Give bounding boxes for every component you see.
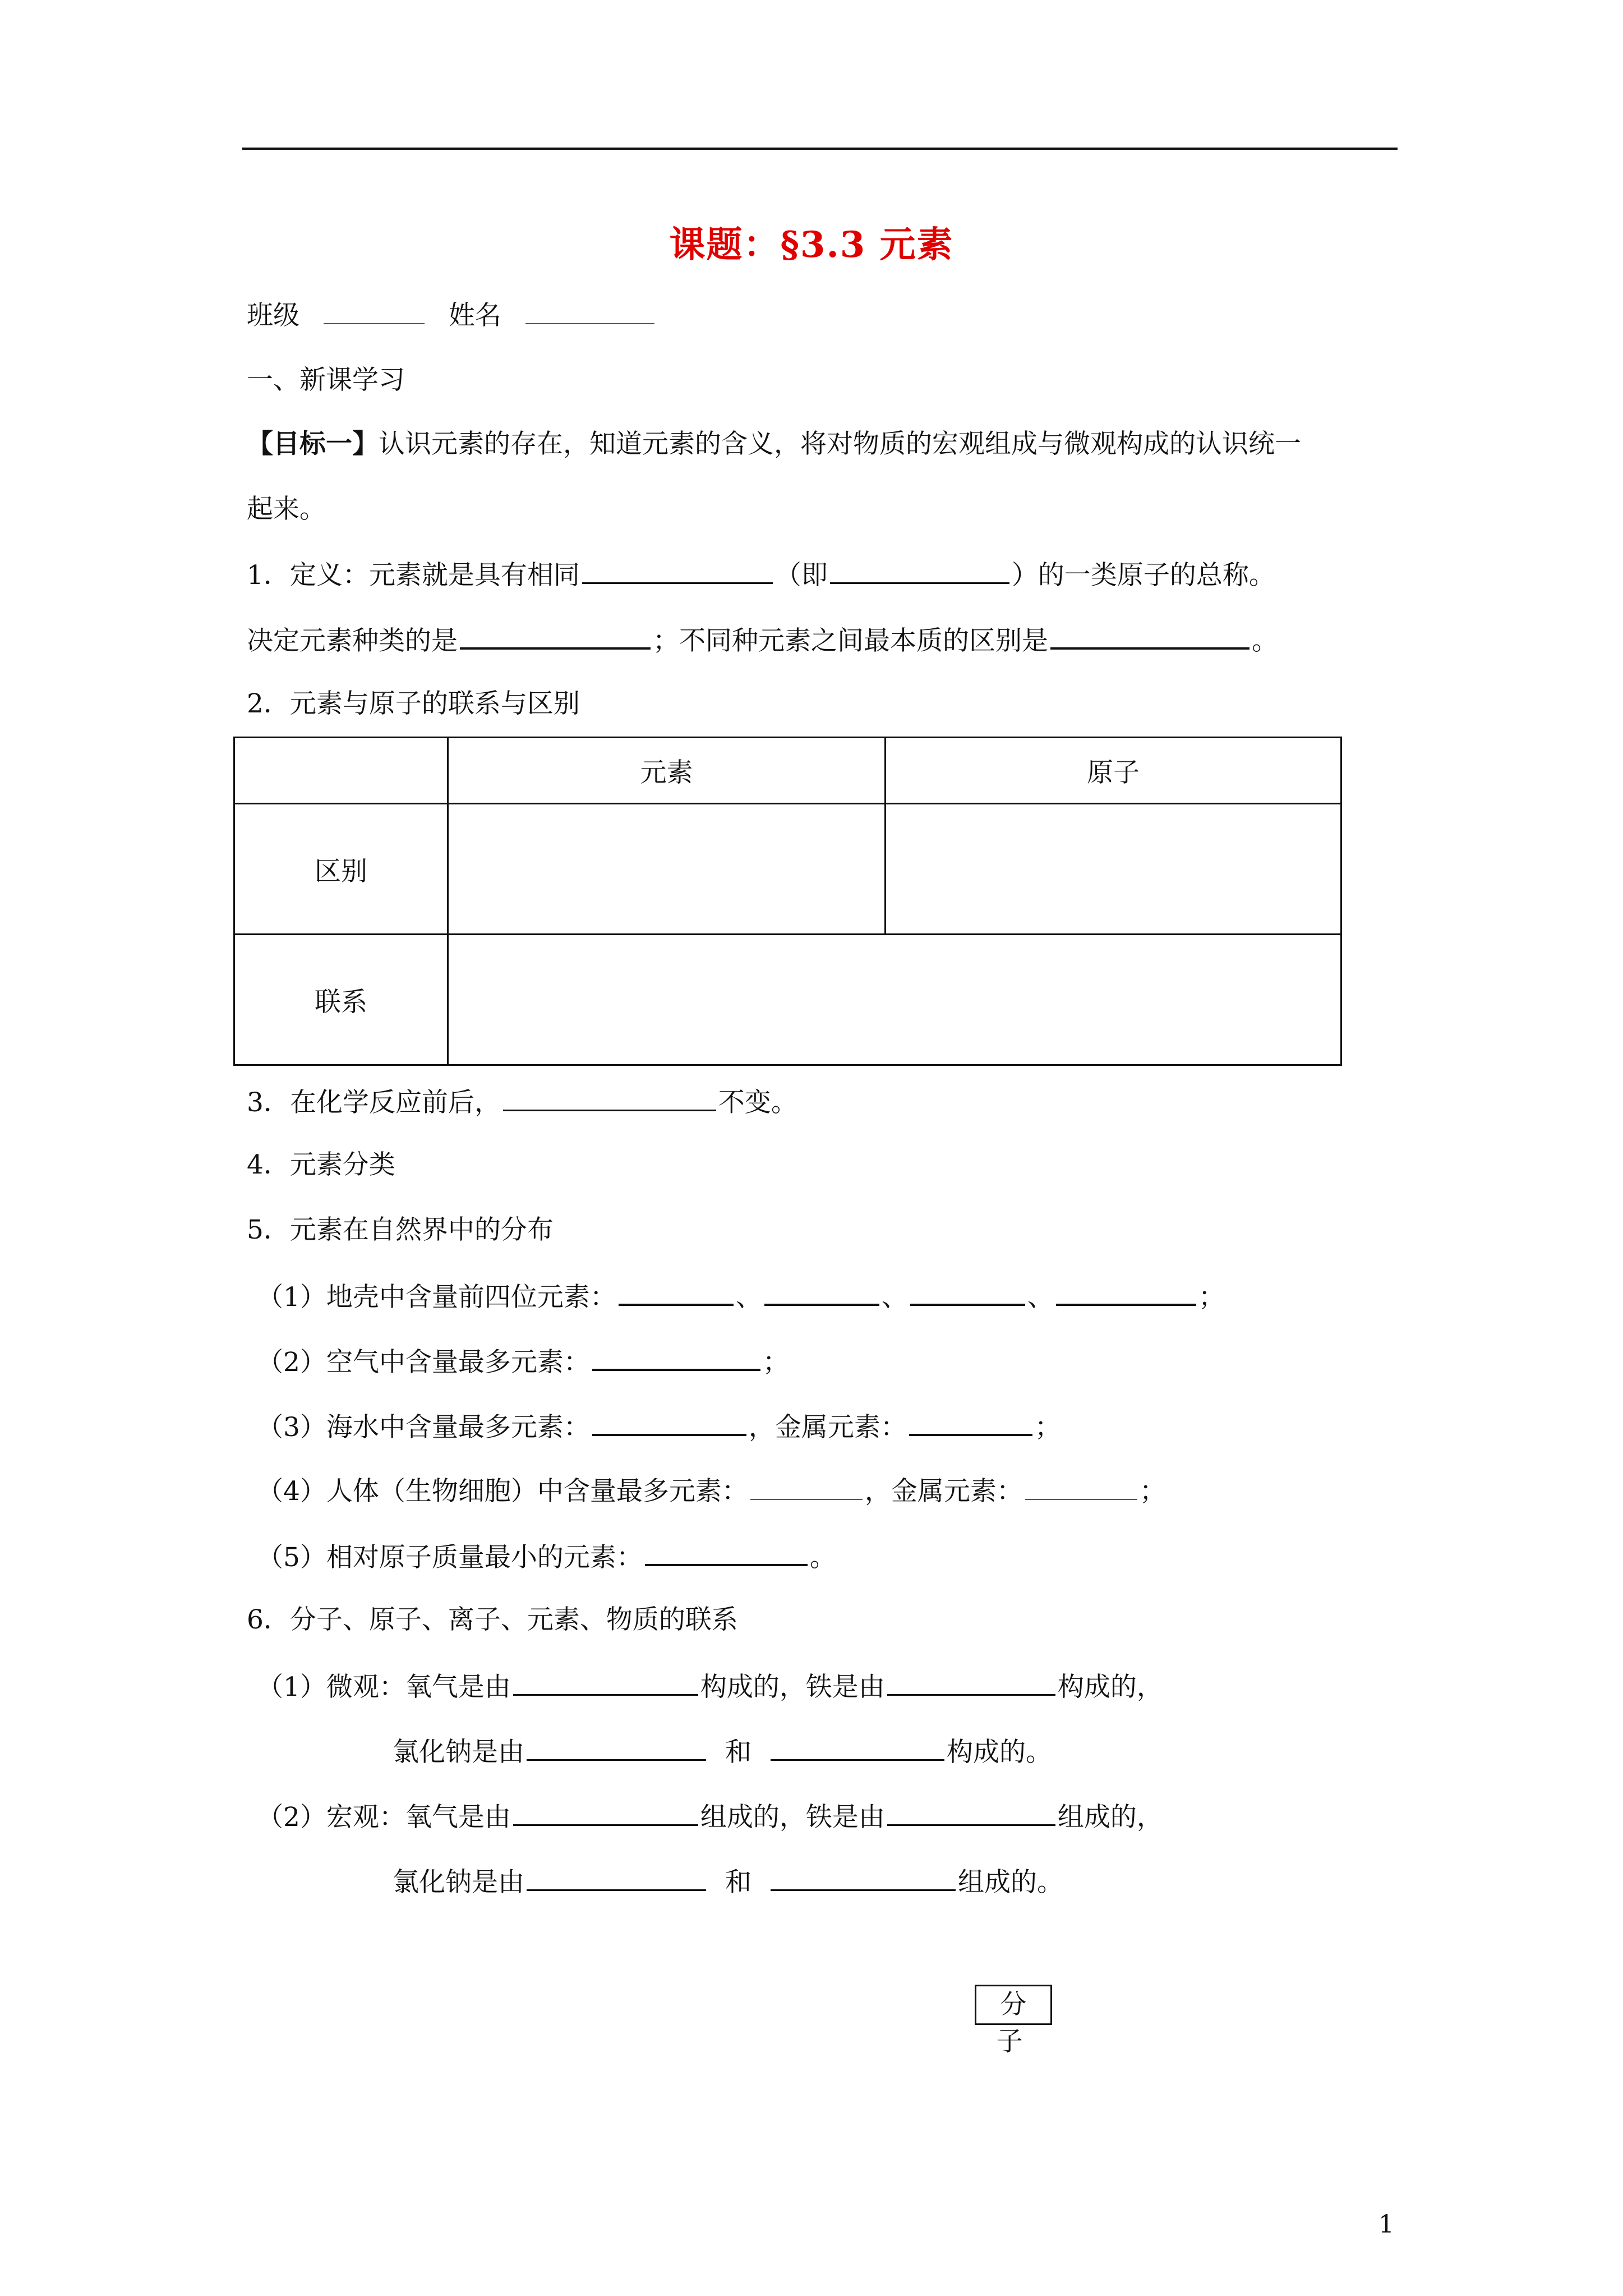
q6-1-text-e: 构成的。 <box>947 1737 1052 1768</box>
q5-4-line <box>257 1473 1166 1508</box>
q1-text-c: ）的一类原子的总称。 <box>1011 560 1275 591</box>
q1-text-e: ；不同种元素之间最本质的区别是 <box>653 625 1048 656</box>
q5-5-blank[interactable] <box>645 1538 808 1566</box>
q2-heading: 2．元素与原子的联系与区别 <box>247 688 580 719</box>
page-number: 1 <box>1378 2210 1394 2239</box>
q1-determine-line <box>247 622 1278 658</box>
q5-3-end: ； <box>1034 1412 1061 1443</box>
q6-1-text-a: （1）微观：氧气是由 <box>257 1672 511 1703</box>
header-rule <box>242 148 1398 150</box>
q1-definition-line <box>247 556 1275 592</box>
molecule-box: 分 子 <box>975 1985 1052 2025</box>
q6-heading: 6．分子、原子、离子、元素、物质的联系 <box>247 1604 738 1635</box>
q5-1-blank-3[interactable] <box>910 1278 1025 1306</box>
table-header-element: 元素 <box>448 738 886 804</box>
q6-2-text-d: 氯化钠是由 <box>393 1867 524 1898</box>
q6-2-blank-4[interactable] <box>771 1864 956 1891</box>
table-row-label-relation: 联系 <box>234 935 448 1065</box>
page-title: 课题：§3.3 元素 <box>669 224 954 266</box>
q3-line <box>247 1084 797 1120</box>
q6-2-blank-3[interactable] <box>527 1864 706 1891</box>
q6-1-text-d: 氯化钠是由 <box>393 1737 524 1768</box>
q3-text-b: 不变。 <box>718 1087 797 1118</box>
class-blank[interactable] <box>324 297 425 324</box>
q6-2-nacl-line <box>393 1864 1063 1899</box>
student-info-line <box>247 297 657 333</box>
q5-3-blank-1[interactable] <box>592 1408 746 1436</box>
q5-1-blank-2[interactable] <box>764 1278 879 1306</box>
q6-1-text-c: 构成的， <box>1057 1672 1163 1703</box>
element-atom-table <box>233 737 1342 1066</box>
table-header-atom: 原子 <box>886 738 1341 804</box>
q5-1-line <box>257 1278 1225 1314</box>
q3-blank[interactable] <box>503 1084 716 1111</box>
q5-2-end: ； <box>762 1347 789 1378</box>
q6-1-blank-4[interactable] <box>771 1733 944 1761</box>
q5-1-sep-2: 、 <box>881 1282 908 1313</box>
goal-text-1: 认识元素的存在，知道元素的含义，将对物质的宏观组成与微观构成的认识统一 <box>379 429 1301 459</box>
q6-2-text-e: 组成的。 <box>958 1867 1063 1898</box>
q6-2-and: 和 <box>725 1867 751 1898</box>
table-cell-element-difference[interactable] <box>448 804 886 935</box>
q5-1-text: （1）地壳中含量前四位元素： <box>257 1282 616 1313</box>
q5-5-end: 。 <box>809 1542 836 1573</box>
q5-4-metal-label: ，金属元素： <box>864 1476 1023 1507</box>
q5-5-text: （5）相对原子质量最小的元素： <box>257 1542 643 1573</box>
q6-2-text-b: 组成的，铁是由 <box>700 1802 885 1833</box>
q5-3-line <box>257 1408 1061 1444</box>
q6-1-blank-1[interactable] <box>513 1668 698 1696</box>
q1-blank-3[interactable] <box>460 622 651 650</box>
q5-4-blank-1[interactable] <box>750 1473 863 1500</box>
q1-blank-1[interactable] <box>582 556 773 584</box>
q5-3-metal-label: ，金属元素： <box>748 1412 907 1443</box>
q1-text-b: （即 <box>774 560 828 591</box>
q1-blank-2[interactable] <box>830 556 1009 584</box>
q6-1-text-b: 构成的，铁是由 <box>700 1672 885 1703</box>
q6-2-line <box>257 1798 1163 1834</box>
q6-2-text-c: 组成的， <box>1057 1802 1163 1833</box>
q5-4-text: （4）人体（生物细胞）中含量最多元素： <box>257 1476 748 1507</box>
q5-2-text: （2）空气中含量最多元素： <box>257 1347 590 1378</box>
q6-1-blank-3[interactable] <box>527 1733 706 1761</box>
q5-1-blank-1[interactable] <box>619 1278 734 1306</box>
table-cell-atom-difference[interactable] <box>886 804 1341 935</box>
q5-heading: 5．元素在自然界中的分布 <box>247 1214 554 1245</box>
q6-1-blank-2[interactable] <box>887 1668 1055 1696</box>
q1-text-a: 1．定义：元素就是具有相同 <box>247 560 580 591</box>
q5-2-line <box>257 1343 789 1379</box>
class-label: 班级 <box>247 300 299 331</box>
q5-1-blank-4[interactable] <box>1056 1278 1196 1306</box>
q6-1-line <box>257 1668 1163 1704</box>
q5-1-end: ； <box>1198 1282 1225 1313</box>
q4-heading: 4．元素分类 <box>247 1149 395 1180</box>
q3-text-a: 3．在化学反应前后， <box>247 1087 501 1118</box>
q6-1-nacl-line <box>393 1733 1052 1769</box>
q5-3-text: （3）海水中含量最多元素： <box>257 1412 590 1443</box>
table-row-label-difference: 区别 <box>234 804 448 935</box>
q1-text-d: 决定元素种类的是 <box>247 625 458 656</box>
q6-2-blank-2[interactable] <box>887 1798 1055 1826</box>
q1-text-f: 。 <box>1252 625 1278 656</box>
name-label: 姓名 <box>448 300 501 331</box>
q5-1-sep-1: 、 <box>735 1282 762 1313</box>
goal-line-2: 起来。 <box>247 494 326 524</box>
q5-5-line <box>257 1538 836 1575</box>
q5-2-blank[interactable] <box>592 1343 760 1371</box>
name-blank[interactable] <box>525 297 654 324</box>
q6-2-text-a: （2）宏观：氧气是由 <box>257 1802 511 1833</box>
q6-1-and: 和 <box>725 1737 751 1768</box>
table-corner-cell <box>234 738 448 804</box>
table-cell-relation[interactable] <box>448 935 1341 1065</box>
q5-4-end: ； <box>1139 1476 1166 1507</box>
q6-2-blank-1[interactable] <box>513 1798 698 1826</box>
q5-1-sep-3: 、 <box>1027 1282 1054 1313</box>
section-heading: 一、新课学习 <box>247 365 405 395</box>
q5-4-blank-2[interactable] <box>1025 1473 1137 1500</box>
q5-3-blank-2[interactable] <box>909 1408 1032 1436</box>
goal-line-1 <box>247 427 1301 461</box>
goal-tag: 【目标一】 <box>247 429 379 459</box>
q1-blank-4[interactable] <box>1050 622 1249 650</box>
